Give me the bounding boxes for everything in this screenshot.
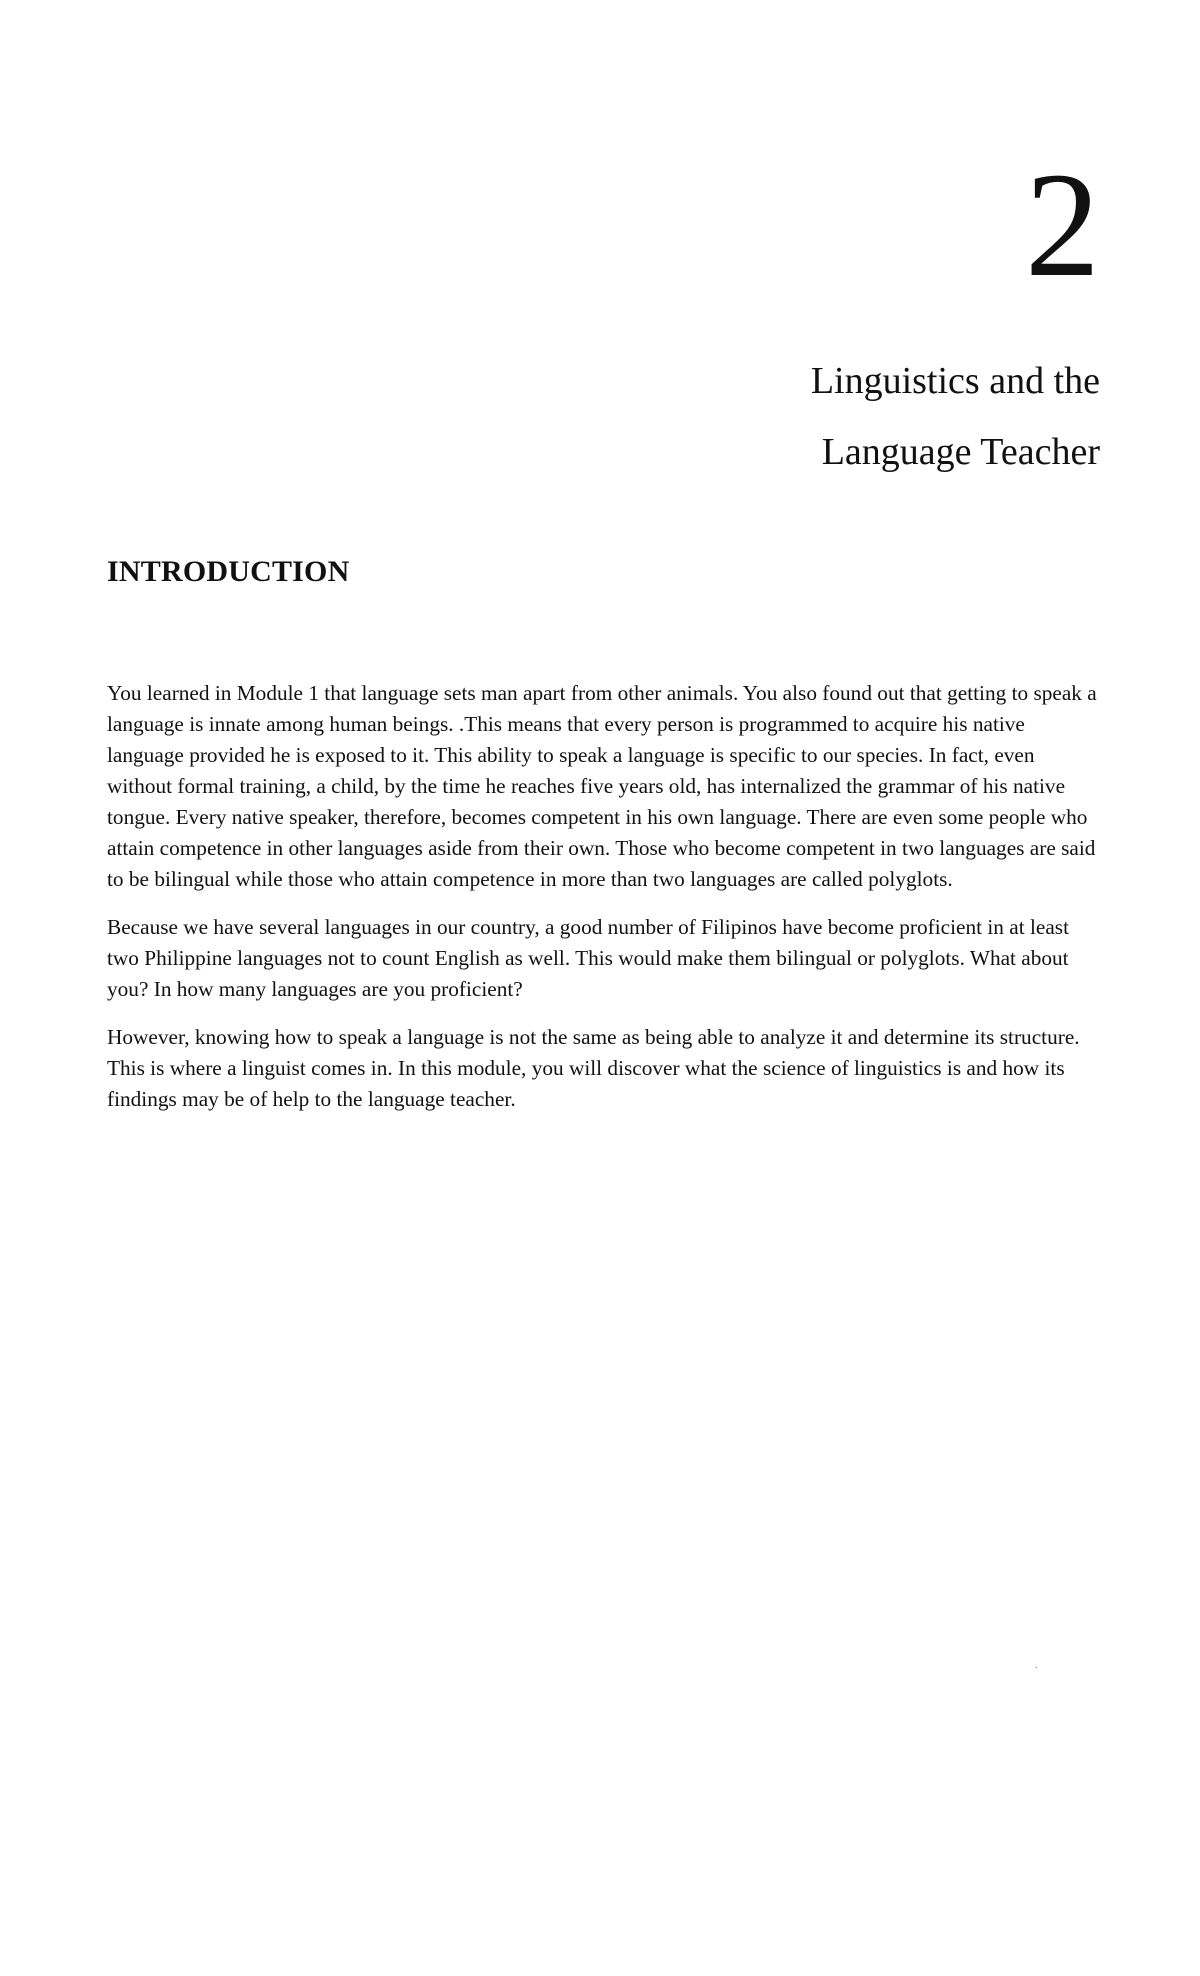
chapter-title-line-2: Language Teacher xyxy=(821,431,1100,473)
introduction-paragraph-3: However, knowing how to speak a language is not the same as being able to analyze it and determine its structure. This is where a linguist comes in. In this module, you will discover what the science of linguistics is and how its findings may be of help to the language teacher. xyxy=(107,1025,1080,1111)
chapter-title-line-1: Linguistics and the xyxy=(810,360,1100,402)
introduction-heading: INTRODUCTION xyxy=(107,555,350,588)
introduction-body xyxy=(107,678,1103,1132)
chapter-number: 2 xyxy=(1025,142,1100,308)
footer-mark: . xyxy=(1035,1660,1038,1671)
introduction-paragraph-2: Because we have several languages in our country, a good number of Filipinos have become proficient in at least two Philippine languages not to count English as well. This would make them bilingual or polyglots. What about you? In how many languages are you proficient? xyxy=(107,915,1069,1001)
introduction-paragraph-1: You learned in Module 1 that language sets man apart from other animals. You also found out that getting to speak a language is innate among human beings. .This means that every person is programmed to acquire his native language provided he is exposed to it. This ability to speak a language is specific to our species. In fact, even without formal training, a child, by the time he reaches five years old, has internalized the grammar of his native tongue. Every native speaker, therefore, becomes competent in his own language. There are even some people who attain competence in other languages aside from their own. Those who become competent in two languages are said to be bilingual while those who attain competence in more than two languages are called polyglots. xyxy=(107,681,1097,891)
chapter-title xyxy=(811,346,1100,488)
